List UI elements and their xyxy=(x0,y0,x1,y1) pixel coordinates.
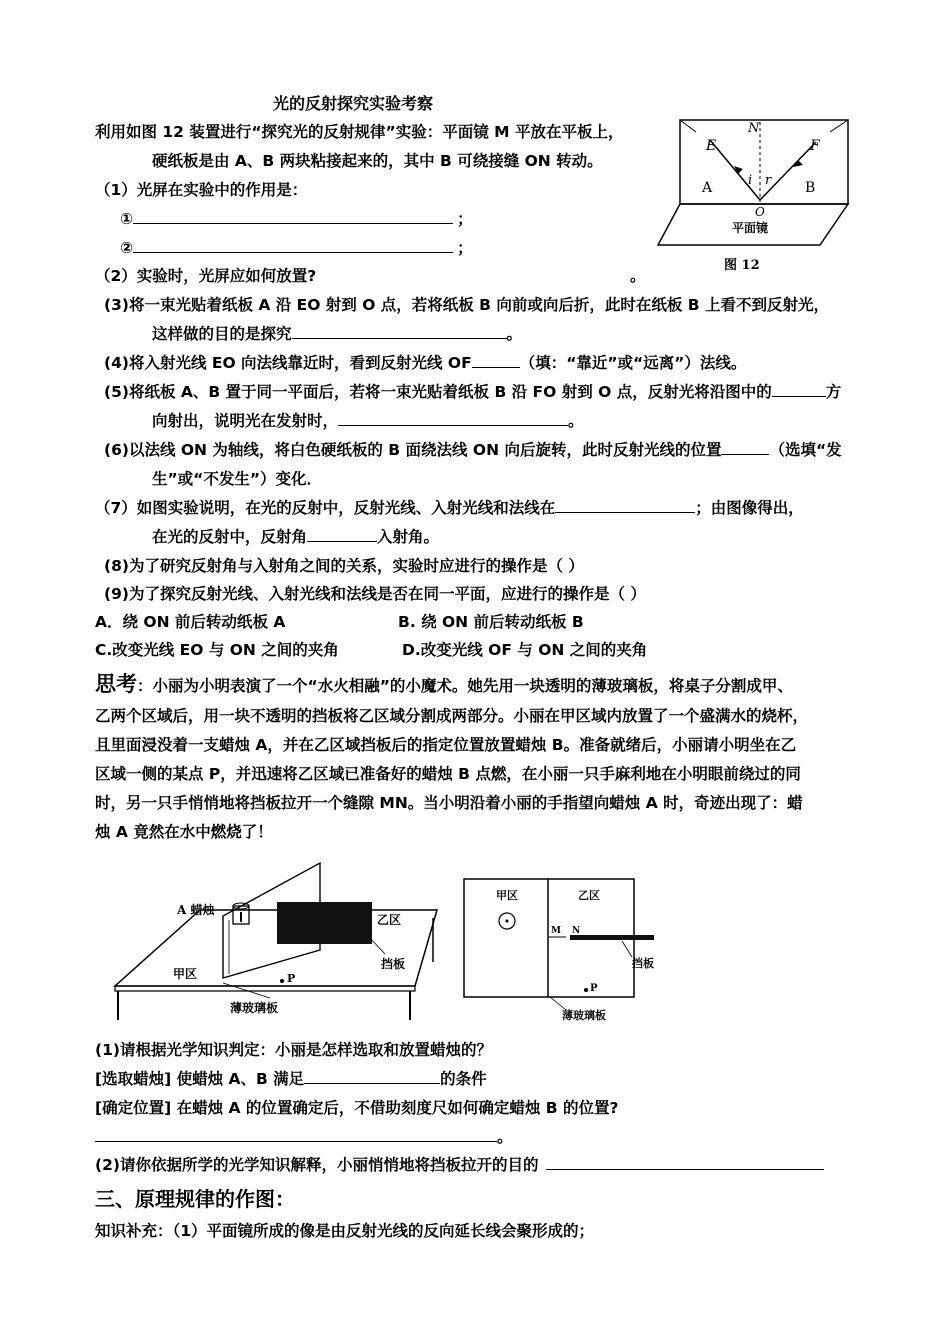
fig12-label-e: E xyxy=(706,138,717,154)
top-p-label: P xyxy=(590,983,598,994)
q5-blank-2[interactable] xyxy=(338,411,568,426)
fig12-caption: 图 12 xyxy=(724,258,760,273)
option-d[interactable]: D.改变光线 OF 与 ON 之间的夹角 xyxy=(402,641,648,659)
q3-line-2: 这样做的目的是探究 。 xyxy=(152,325,523,343)
top-glass-label: 薄玻璃板 xyxy=(562,1009,606,1022)
q6-line-1: (6)以法线 ON 为轴线，将白色硬纸板的 B 面绕法线 ON 向后旋转，此时反射光线的位置 （选填“发 xyxy=(104,441,842,459)
q1-blank-1[interactable] xyxy=(133,209,453,224)
q1-blank-2[interactable] xyxy=(133,238,453,253)
fig3d-baffle-label: 挡板 xyxy=(381,957,406,971)
think-heading: 思考 xyxy=(95,672,137,696)
q5-line-2: 向射出，说明光在发射时， 。 xyxy=(152,412,584,430)
q1-item-1: ① ； xyxy=(120,210,473,228)
think-line-6: 烛 A 竟然在水中燃烧了！ xyxy=(95,823,273,841)
fig12-label-o: O xyxy=(755,205,765,219)
q4-blank[interactable] xyxy=(472,353,520,368)
think-line-1: 思考：小丽为小明表演了一个“水火相融”的小魔术。她先用一块透明的薄玻璃板，将桌子分割成甲、 xyxy=(95,672,793,696)
q4: (4)将入射光线 EO 向法线靠近时，看到反射光线 OF （填：“靠近”或“远离”）法线。 xyxy=(104,354,747,372)
q5-blank-1[interactable] xyxy=(772,382,826,397)
figure-magic-3d xyxy=(105,858,445,1023)
q1-label: （1）光屏在实验中的作用是： xyxy=(95,181,308,199)
knowledge-note: 知识补充：（1）平面镜所成的像是由反射光线的反向延长线会聚形成的； xyxy=(95,1222,595,1240)
q7-blank-2[interactable] xyxy=(307,527,377,542)
option-c[interactable]: C.改变光线 EO 与 ON 之间的夹角 xyxy=(95,641,339,659)
sub2-blank[interactable] xyxy=(546,1155,824,1170)
q2-end: 。 xyxy=(630,267,646,285)
q3-blank[interactable] xyxy=(292,324,507,339)
option-b[interactable]: B. 绕 ON 前后转动纸板 B xyxy=(398,613,584,631)
figure-12 xyxy=(650,112,860,277)
q1-item-2: ② ； xyxy=(120,239,473,257)
intro-line-2: 硬纸板是由 A、B 两块粘接起来的，其中 B 可绕接缝 ON 转动。 xyxy=(152,152,603,170)
fig12-mirror-label: 平面镜 xyxy=(732,221,769,235)
sub1-label: (1)请根据光学知识判定：小丽是怎样选取和放置蜡烛的？ xyxy=(95,1041,492,1059)
top-n-label: N xyxy=(572,926,581,936)
think-line-2: 乙两个区域后，用一块不透明的挡板将乙区域分割成两部分。小丽在甲区域内放置了一个盛满水的烧杯， xyxy=(95,707,809,725)
fig12-label-a: A xyxy=(702,180,713,196)
think-line-4: 区域一侧的某点 P，并迅速将乙区域已准备好的蜡烛 B 点燃，在小丽一只手麻利地在小明眼前绕过的同 xyxy=(95,765,801,783)
fig12-label-n: N xyxy=(748,121,760,136)
fig12-label-f: F xyxy=(810,138,820,154)
q5-line-1: (5)将纸板 A、B 置于同一平面后，若将一束光贴着纸板 B 沿 FO 射到 O 点，反射光将沿图中的 方 xyxy=(104,383,842,401)
q9: (9)为了探究反射光线、入射光线和法线是否在同一平面，应进行的操作是（ ） xyxy=(104,585,646,603)
q7-line-2: 在光的反射中，反射角 入射角。 xyxy=(152,528,440,546)
option-a[interactable]: A．绕 ON 前后转动纸板 A xyxy=(95,613,286,631)
q6-line-2: 生”或“不发生”）变化． xyxy=(152,470,323,488)
q7-line-1: （7）如图实验说明，在光的反射中，反射光线、入射光线和法线在 ；由图像得出， xyxy=(95,499,804,517)
sub1-position: [确定位置] 在蜡烛 A 的位置确定后，不借助刻度尺如何确定蜡烛 B 的位置? xyxy=(95,1099,619,1117)
q3-line-1: (3)将一束光贴着纸板 A 沿 EO 射到 O 点，若将纸板 B 向前或向后折，此时在纸板 B 上看不到反射光， xyxy=(104,296,829,314)
sub1-position-answer: 。 xyxy=(95,1127,513,1147)
think-line-3: 且里面浸没着一支蜡烛 A，并在乙区域挡板后的指定位置放置蜡烛 B。准备就绪后，小丽请小明坐在乙 xyxy=(95,736,797,754)
fig12-label-b: B xyxy=(805,180,816,196)
figure-magic-top-view xyxy=(462,877,662,1022)
sub1-select: [选取蜡烛] 使蜡烛 A、B 满足 的条件 xyxy=(95,1070,487,1088)
intro-line-1: 利用如图 12 装置进行“探究光的反射规律”实验：平面镜 M 平放在平板上， xyxy=(95,123,624,141)
think-line-5: 时，另一只手悄悄地将挡板拉开一个缝隙 MN。当小明沿着小丽的手指望向蜡烛 A 时，奇迹出现了：蜡 xyxy=(95,794,803,812)
top-zone-a-label: 甲区 xyxy=(496,889,518,902)
fig12-label-r: r xyxy=(765,173,772,188)
top-baffle-label: 挡板 xyxy=(632,957,654,970)
top-m-label: M xyxy=(551,926,561,936)
q8: (8)为了研究反射角与入射角之间的关系，实验时应进行的操作是（ ） xyxy=(104,557,584,575)
top-zone-b-label: 乙区 xyxy=(578,889,600,902)
fig12-label-i: i xyxy=(748,173,753,188)
fig3d-zone-a-label: 甲区 xyxy=(173,967,198,981)
sub1-select-blank[interactable] xyxy=(304,1069,440,1084)
section-3-heading: 三、原理规律的作图： xyxy=(95,1187,295,1211)
fig3d-glass-label: 薄玻璃板 xyxy=(230,1001,279,1015)
fig3d-candle-a-label: A 蜡烛 xyxy=(177,903,215,917)
page-title: 光的反射探究实验考察 xyxy=(273,94,434,113)
q6-blank[interactable] xyxy=(721,440,769,455)
q7-blank-1[interactable] xyxy=(555,498,695,513)
sub1-position-blank[interactable] xyxy=(95,1127,497,1142)
fig3d-p-label: P xyxy=(287,972,296,985)
sub2: (2)请你依据所学的光学知识解释，小丽悄悄地将挡板拉开的目的 xyxy=(95,1155,824,1175)
fig3d-zone-b-label: 乙区 xyxy=(377,913,402,927)
q2-label: （2）实验时，光屏应如何放置? xyxy=(95,267,317,285)
